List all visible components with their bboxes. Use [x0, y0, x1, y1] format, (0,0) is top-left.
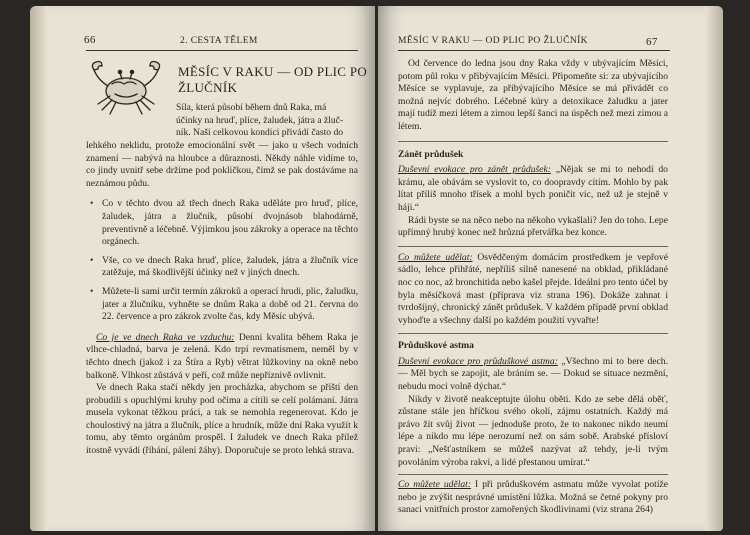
evokace-paragraph [398, 164, 668, 214]
left-body [86, 140, 358, 458]
evokace-lead: Duševní evokace pro průduškové astma: [398, 355, 558, 367]
running-head: MĚSÍC V RAKU — OD PLIC PO ŽLUČNÍK [398, 36, 588, 46]
section-title-line1: MĚSÍC V RAKU — OD PLIC PO [178, 64, 368, 79]
page-edge-right [705, 6, 723, 531]
bullet-dot: • [90, 198, 94, 210]
page-edge-left [30, 6, 48, 531]
udelat-text: Osvědčeným domácím prostředkem je vepřové sádlo, lehce přihřáté, nepříliš silně nanesené na obklad, přikládané noc co noc, až bronchitida nebo kašel přejde. Ideální pro tento účel by byla měsíčková mast (příprava viz strana 196). Dokáže zahnat i tvrdošíjný, chronický zánět průdušek. V každém případě první obklad vyhoďte a všechny další po každém použití vyvařte! [398, 251, 668, 326]
divider [398, 141, 668, 142]
evokace-text: „Všechno mi to bere dech. — Měl bych se zapojit, ale bráním se. — Dokud se situace nezmění, nebudu moci volně dýchat.“ [398, 355, 668, 393]
right-page [378, 6, 723, 531]
evokace-paragraph-2: Rádi byste se na něco nebo na někoho vykašlali? Jen do toho. Lepe upřímný hrubý konec než hrůzná přetvářka bez konce. [398, 214, 668, 239]
bullet-dot: • [90, 285, 94, 297]
bullet-dot: • [90, 254, 94, 266]
evokace-text: „Nějak se mi to nehodí do krámu, ale obávám se vyslovit to, co doopravdy cítím. Mohlo by pak lítat příliš mnoho třísek a mohl bych poničit víc, než už je stejně v háji.“ [398, 164, 668, 213]
intro-paragraph: lehkého neklidu, protože emocionální svět — jako u všech vodních znamení — nabývá na hloubce a důraznosti. Někdy náhle vidíme to, co jindy uvnitř sebe držíme pod pokličkou, čímž se pak dostáváme na neznámou půdu. [86, 140, 358, 189]
section-title [178, 64, 367, 96]
vzduch-paragraph [86, 332, 358, 382]
running-head: 2. CESTA TĚLEM [180, 36, 258, 46]
header-rule [86, 50, 358, 51]
vzduch-lead: Co je ve dnech Raka ve vzduchu: [96, 331, 235, 343]
udelat-lead: Co můžete udělat: [398, 479, 472, 491]
subsection-title: Průduškové astma [398, 340, 474, 352]
intro-paragraph: Od července do ledna jsou dny Raka vždy v ubývajícím Měsíci, potom půl roku v přibývajícím Měsíci. Připomeňte si: za ubývajícího Měsíce se vyplavuje, za přibývajícího Měsíce se má přivádět co možná nejvíc dobrého. Léčebné kúry a detoxikace žaludku a jater mají tudíž mezi létem a zimou lepší šanci na úspěch než mezi zimou a létem. [398, 58, 668, 132]
divider [398, 246, 668, 247]
intro-line: Síla, která působí během dnů Raka, má [176, 102, 327, 113]
vzduch-text: Denní kvalita během Raka je vlhce-chladná, barva je zelená. Kdo trpí revmatismem, neměl by v těchto dnech (jakož i za Štíra a Ryb) větrat lůžkoviny na okně nebo balkoně. Vlhkost zůstává v peří, což může nepříznivě ovlivnit. [86, 331, 359, 381]
bullet-text: Vše, co ve dnech Raka hruď, plíce, žaludek, játra a žlučník více zatěžuje, má škodlivější účinky než v jiných dnech. [102, 254, 358, 279]
intro-line: ník. Naši celkovou kondici přivádí často do [176, 127, 344, 139]
udelat-text: I při průduškovém astmatu může vyvolat potíže nebo je zvýšit nesprávné umístění lůžka. Možná se četné pokyny pro sanaci vnitřních prostor zamořených škodlivinami (viz strana 264) [398, 479, 668, 516]
udelat-lead: Co můžete udělat: [398, 251, 473, 263]
bullet-text: Co v těchto dvou až třech dnech Raka uděláte pro hruď, plíce, žaludek, játra a žlučník, působí dvojnásob blahodárně, preventivně a léčebně. Výjimkou jsou zákroky a operace na těchto orgánech. [102, 198, 358, 248]
left-page [30, 6, 375, 531]
oběť-paragraph: Nikdy v životě neakceptujte úlohu oběti. Kdo ze sebe dělá oběť, zůstane stále jen hříčkou svého okolí, zájmu ostatních. Každý má právo žít svůj život — jednoduše proto, že to nakonec nikdo neumí lépe a nikdo mu lépe nerozumí než on sám sobě. Arabské přísloví praví: „Nešťastníkem se můžeš nazývat až tehdy, je-li tvým povoláním výroba rakví, a lidé přestanou umírat.“ [398, 393, 668, 468]
page-number: 66 [84, 34, 96, 46]
udelat-paragraph [398, 252, 668, 328]
divider [398, 474, 668, 475]
closing-paragraph: Ve dnech Raka stačí někdy jen procházka, abychom se příští den probudili s opuchlými kruhy pod očima a cítili se celí polámaní. Játra musela vykonat těžkou práci, a tak se nemohla regenerovat. Kdo je choulostivý na játra a žlučník, plíce a hrudník, může dní Raka využít k tomu, aby těmto orgánům prospěl. I žaludek ve dnech Raka přílež itostně vyvádí (říhání, pálení žáhy). Doporučuje se proto lehká strava. [86, 382, 358, 457]
crab-zodiac-icon [82, 58, 170, 120]
evokace-lead: Duševní evokace pro zánět průdušek: [398, 164, 551, 176]
header-rule [398, 50, 670, 51]
divider [398, 333, 668, 334]
intro-line: účinky na hruď, plíce, žaludek, játra a žluč- [176, 114, 344, 126]
subsection-title: Zánět průdušek [398, 148, 464, 160]
intro-lines [176, 102, 358, 140]
udelat-paragraph [398, 479, 668, 517]
bullet-item [86, 255, 358, 280]
evokace-paragraph [398, 356, 668, 394]
right-body [398, 58, 668, 517]
page-number: 67 [646, 36, 658, 48]
bullet-text: Můžete-li sami určit termín zákroků a operací hrudi, plic, žaludku, jater a žlučníku, vyhněte se dnům Raka a době od 21. června do 22. července a pro zákrok zvolte čas, kdy Měsíc ubývá. [102, 285, 358, 323]
section-title-line2: ŽLUČNÍK [178, 80, 238, 95]
bullet-item [86, 286, 358, 324]
bullet-item [86, 198, 358, 248]
